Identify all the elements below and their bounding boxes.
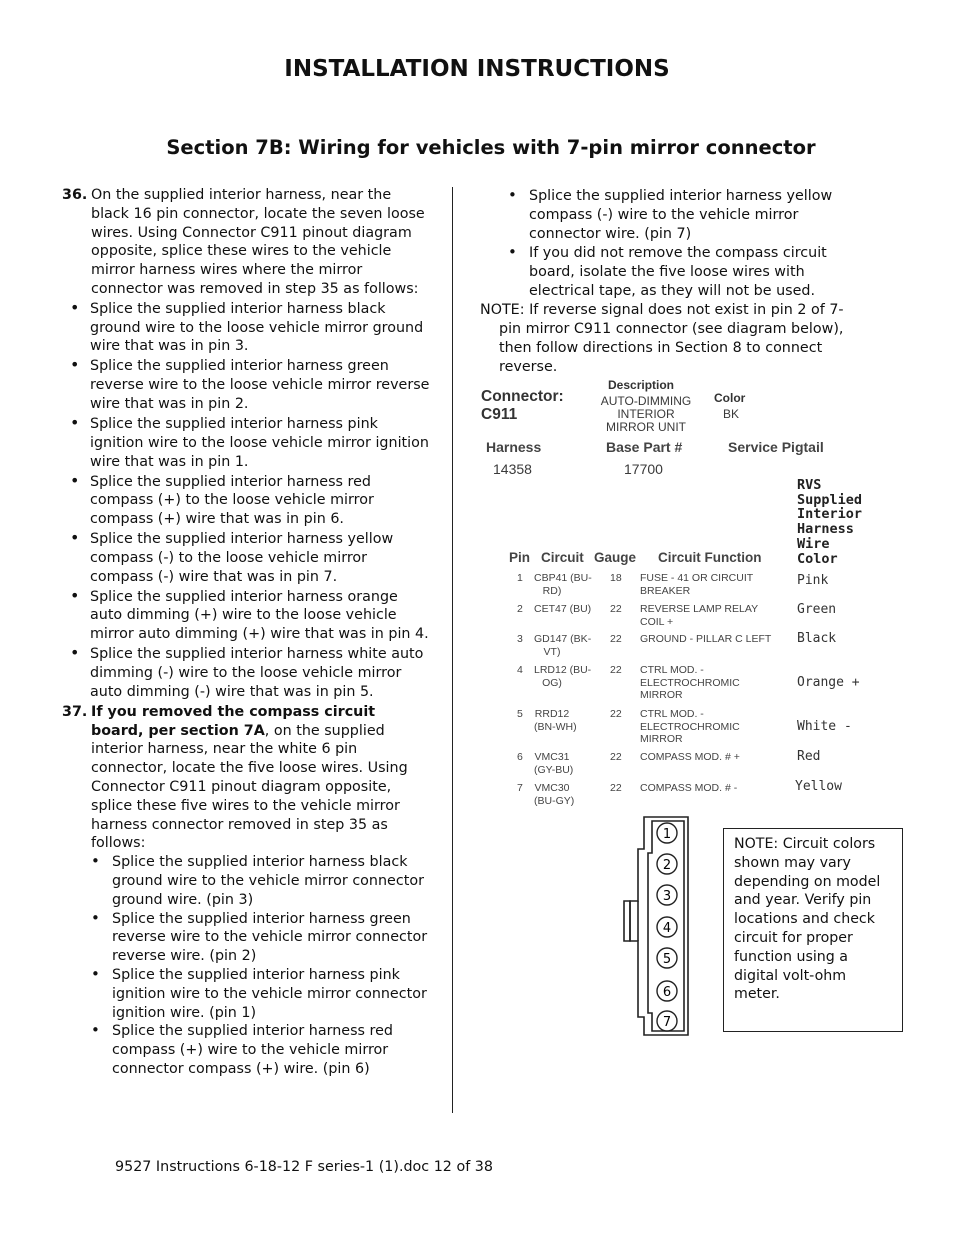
circuit-function	[640, 708, 740, 746]
pin-number: 2	[517, 603, 523, 615]
pin-number: 7	[517, 782, 523, 794]
page-footer: 9527 Instructions 6-18-12 F series-1 (1).doc 12 of 38	[115, 1159, 493, 1175]
connector-pin-diagram	[620, 815, 690, 1037]
step-37-bullets	[62, 853, 432, 1079]
service-pigtail-header: Service Pigtail	[728, 439, 824, 455]
color-value: BK	[723, 407, 740, 421]
pin-6-icon	[657, 981, 677, 1001]
pin-7-icon	[657, 1011, 677, 1031]
circuit-line: VMC30	[534, 782, 570, 794]
right-column	[480, 187, 852, 377]
rvs-header-line: Interior	[797, 506, 863, 523]
gauge-value: 18	[610, 572, 622, 584]
svg-text:1: 1	[662, 827, 672, 842]
rvs-header-line: Supplied	[797, 491, 863, 508]
list-item: • Splice the supplied interior harness black ground wire to the vehicle mirror connector ground wire. (pin 3)	[91, 853, 432, 909]
circuit-line: (GY-BU)	[534, 763, 574, 776]
circuit-line: (BU-GY)	[534, 794, 575, 807]
step-36	[62, 186, 432, 299]
column-header-pin: Pin	[509, 550, 531, 565]
circuit-code	[534, 751, 574, 776]
circuit-line: GD147 (BK-	[534, 633, 592, 645]
circuit-code	[534, 782, 575, 807]
wire-color: Yellow	[795, 779, 842, 794]
function-line: FUSE - 41 OR CIRCUIT	[640, 572, 754, 584]
connector-label-line1: Connector:	[481, 388, 564, 405]
description-header: Description	[608, 378, 675, 392]
column-header-gauge: Gauge	[594, 550, 637, 565]
description-line: MIRROR UNIT	[606, 420, 686, 434]
wire-color: White -	[797, 719, 852, 734]
circuit-line: CBP41 (BU-	[534, 572, 592, 584]
gauge-value: 22	[610, 708, 622, 720]
circuit-line: RD)	[542, 584, 562, 597]
function-line: CTRL MOD. -	[640, 708, 704, 720]
svg-text:3: 3	[662, 889, 672, 904]
svg-text:6: 6	[662, 985, 672, 1000]
gauge-value: 22	[610, 633, 622, 645]
base-part-value: 17700	[624, 461, 663, 477]
pin-1-icon	[657, 823, 677, 843]
svg-text:2: 2	[662, 858, 672, 873]
rvs-header-line: RVS	[797, 477, 822, 493]
list-item: • Splice the supplied interior harness yellow compass (-) to the loose vehicle mirror compass (-) wire that was in pin 7.	[62, 530, 432, 586]
list-item: • Splice the supplied interior harness red compass (+) wire to the vehicle mirror connector compass (+) wire. (pin 6)	[91, 1022, 432, 1078]
pin-number: 3	[517, 633, 523, 645]
description-line: INTERIOR	[617, 407, 675, 421]
function-line: ELECTROCHROMIC	[640, 676, 740, 689]
circuit-function: COMPASS MOD. # +	[640, 751, 740, 763]
circuit-line: OG)	[542, 676, 562, 689]
harness-header: Harness	[486, 439, 542, 455]
circuit-function: GROUND - PILLAR C LEFT	[640, 633, 772, 645]
list-item: • Splice the supplied interior harness green reverse wire to the loose vehicle mirror reverse wire that was in pin 2.	[62, 357, 432, 413]
list-item: • Splice the supplied interior harness black ground wire to the loose vehicle mirror ground wire that was in pin 3.	[62, 300, 432, 356]
circuit-function	[640, 603, 758, 628]
description-line: AUTO-DIMMING	[600, 394, 692, 408]
column-header-circuit: Circuit	[541, 550, 584, 565]
pin-number: 1	[517, 572, 523, 584]
wire-color: Green	[797, 602, 837, 617]
function-line: ELECTROCHROMIC	[640, 720, 740, 733]
wire-color: Pink	[797, 573, 829, 588]
list-item: • Splice the supplied interior harness yellow compass (-) wire to the vehicle mirror connector wire. (pin 7)	[480, 187, 852, 244]
list-item: • Splice the supplied interior harness orange auto dimming (+) wire to the loose vehicle mirror auto dimming (+) wire that was in pin 4.	[62, 588, 432, 644]
circuit-code: CET47 (BU)	[534, 603, 592, 615]
step-37	[62, 703, 432, 853]
rvs-header-line: Harness	[797, 521, 854, 538]
list-item: • Splice the supplied interior harness pink ignition wire to the vehicle mirror connector ignition wire. (pin 1)	[91, 966, 432, 1022]
svg-text:5: 5	[662, 952, 672, 967]
circuit-function: COMPASS MOD. # -	[640, 782, 738, 794]
gauge-value: 22	[610, 603, 622, 615]
base-part-header: Base Part #	[606, 439, 683, 455]
step-37-intro	[91, 703, 432, 853]
step-37-bold: If you removed the compass circuit board, per section 7A	[91, 703, 376, 739]
note-reverse: NOTE: If reverse signal does not exist in pin 2 of 7-pin mirror C911 connector (see diagram below), then follow directions in Section 8 to connect reverse.	[480, 302, 844, 375]
color-header: Color	[714, 391, 746, 405]
gauge-value: 22	[610, 751, 622, 763]
connector-label	[481, 388, 564, 424]
step-37-rest: , on the supplied interior harness, near the white 6 pin connector, locate the five loose wires. Using Connector C911 pinout diagram opposite, splice these five wires to the vehicle mirror harness connector removed in step 35 as follows:	[91, 722, 408, 852]
list-item: • Splice the supplied interior harness red compass (+) to the loose vehicle mirror compass (+) wire that was in pin 6.	[62, 473, 432, 529]
page-title: INSTALLATION INSTRUCTIONS	[284, 56, 670, 82]
circuit-function	[640, 664, 740, 702]
pin-3-icon	[657, 885, 677, 905]
rvs-wire-color-header	[797, 478, 862, 566]
pin-2-icon	[657, 854, 677, 874]
column-header-function: Circuit Function	[658, 550, 762, 565]
circuit-line: VT)	[543, 645, 561, 658]
circuit-line: RRD12	[534, 708, 570, 720]
step-36-number: 36.	[62, 187, 88, 203]
function-line: BREAKER	[640, 584, 691, 597]
svg-text:7: 7	[662, 1015, 672, 1030]
gauge-value: 22	[610, 664, 622, 676]
circuit-line: LRD12 (BU-	[534, 664, 592, 676]
description-value	[593, 395, 699, 434]
step-36-bullets	[62, 300, 432, 702]
function-line: REVERSE LAMP RELAY	[640, 603, 759, 615]
circuit-function	[640, 572, 753, 597]
harness-value: 14358	[493, 461, 532, 477]
function-line: MIRROR	[640, 689, 683, 701]
circuit-code	[534, 633, 592, 658]
pin-number: 6	[517, 751, 523, 763]
list-item: • If you did not remove the compass circuit board, isolate the five loose wires with electrical tape, as they will not be used.	[480, 244, 852, 301]
right-bullets	[480, 187, 852, 301]
note-circuit-colors: NOTE: Circuit colors shown may vary depending on model and year. Verify pin locations and check circuit for proper function using a digital volt-ohm meter.	[723, 828, 903, 1032]
circuit-line: VMC31	[534, 751, 570, 763]
circuit-code	[534, 572, 592, 597]
pin-4-icon	[657, 917, 677, 937]
function-line: COIL +	[640, 615, 674, 628]
list-item: • Splice the supplied interior harness green reverse wire to the vehicle mirror connector reverse wire. (pin 2)	[91, 910, 432, 966]
wire-color: Red	[797, 749, 821, 764]
connector-label-line2: C911	[481, 406, 518, 423]
pin-number: 5	[517, 708, 523, 720]
svg-text:4: 4	[662, 921, 672, 936]
function-line: MIRROR	[640, 733, 683, 745]
gauge-value: 22	[610, 782, 622, 794]
circuit-line: (BN-WH)	[534, 720, 577, 733]
list-item: • Splice the supplied interior harness pink ignition wire to the loose vehicle mirror ignition wire that was in pin 1.	[62, 415, 432, 471]
function-line: CTRL MOD. -	[640, 664, 704, 676]
pin-5-icon	[657, 948, 677, 968]
step-36-intro: On the supplied interior harness, near the black 16 pin connector, locate the seven loose wires. Using Connector C911 pinout diagram opposite, splice these wires to the vehicle mirror harness wires where the mirror connector was removed in step 35 as follows:	[91, 187, 425, 297]
rvs-header-line: Color	[797, 550, 838, 567]
left-column	[62, 186, 432, 1079]
step-37-number: 37.	[62, 703, 88, 720]
wire-color: Black	[797, 631, 837, 646]
rvs-header-line: Wire	[797, 535, 830, 552]
wire-color: Orange +	[797, 675, 860, 690]
list-item: • Splice the supplied interior harness white auto dimming (-) wire to the loose vehicle mirror auto dimming (-) wire that was in pin 5.	[62, 645, 432, 701]
circuit-code	[534, 708, 577, 733]
connector-pinout-table	[480, 374, 880, 814]
section-title: Section 7B: Wiring for vehicles with 7-pin mirror connector	[166, 136, 816, 159]
column-divider	[452, 187, 453, 1113]
pin-number: 4	[517, 664, 523, 676]
circuit-code	[534, 664, 592, 689]
